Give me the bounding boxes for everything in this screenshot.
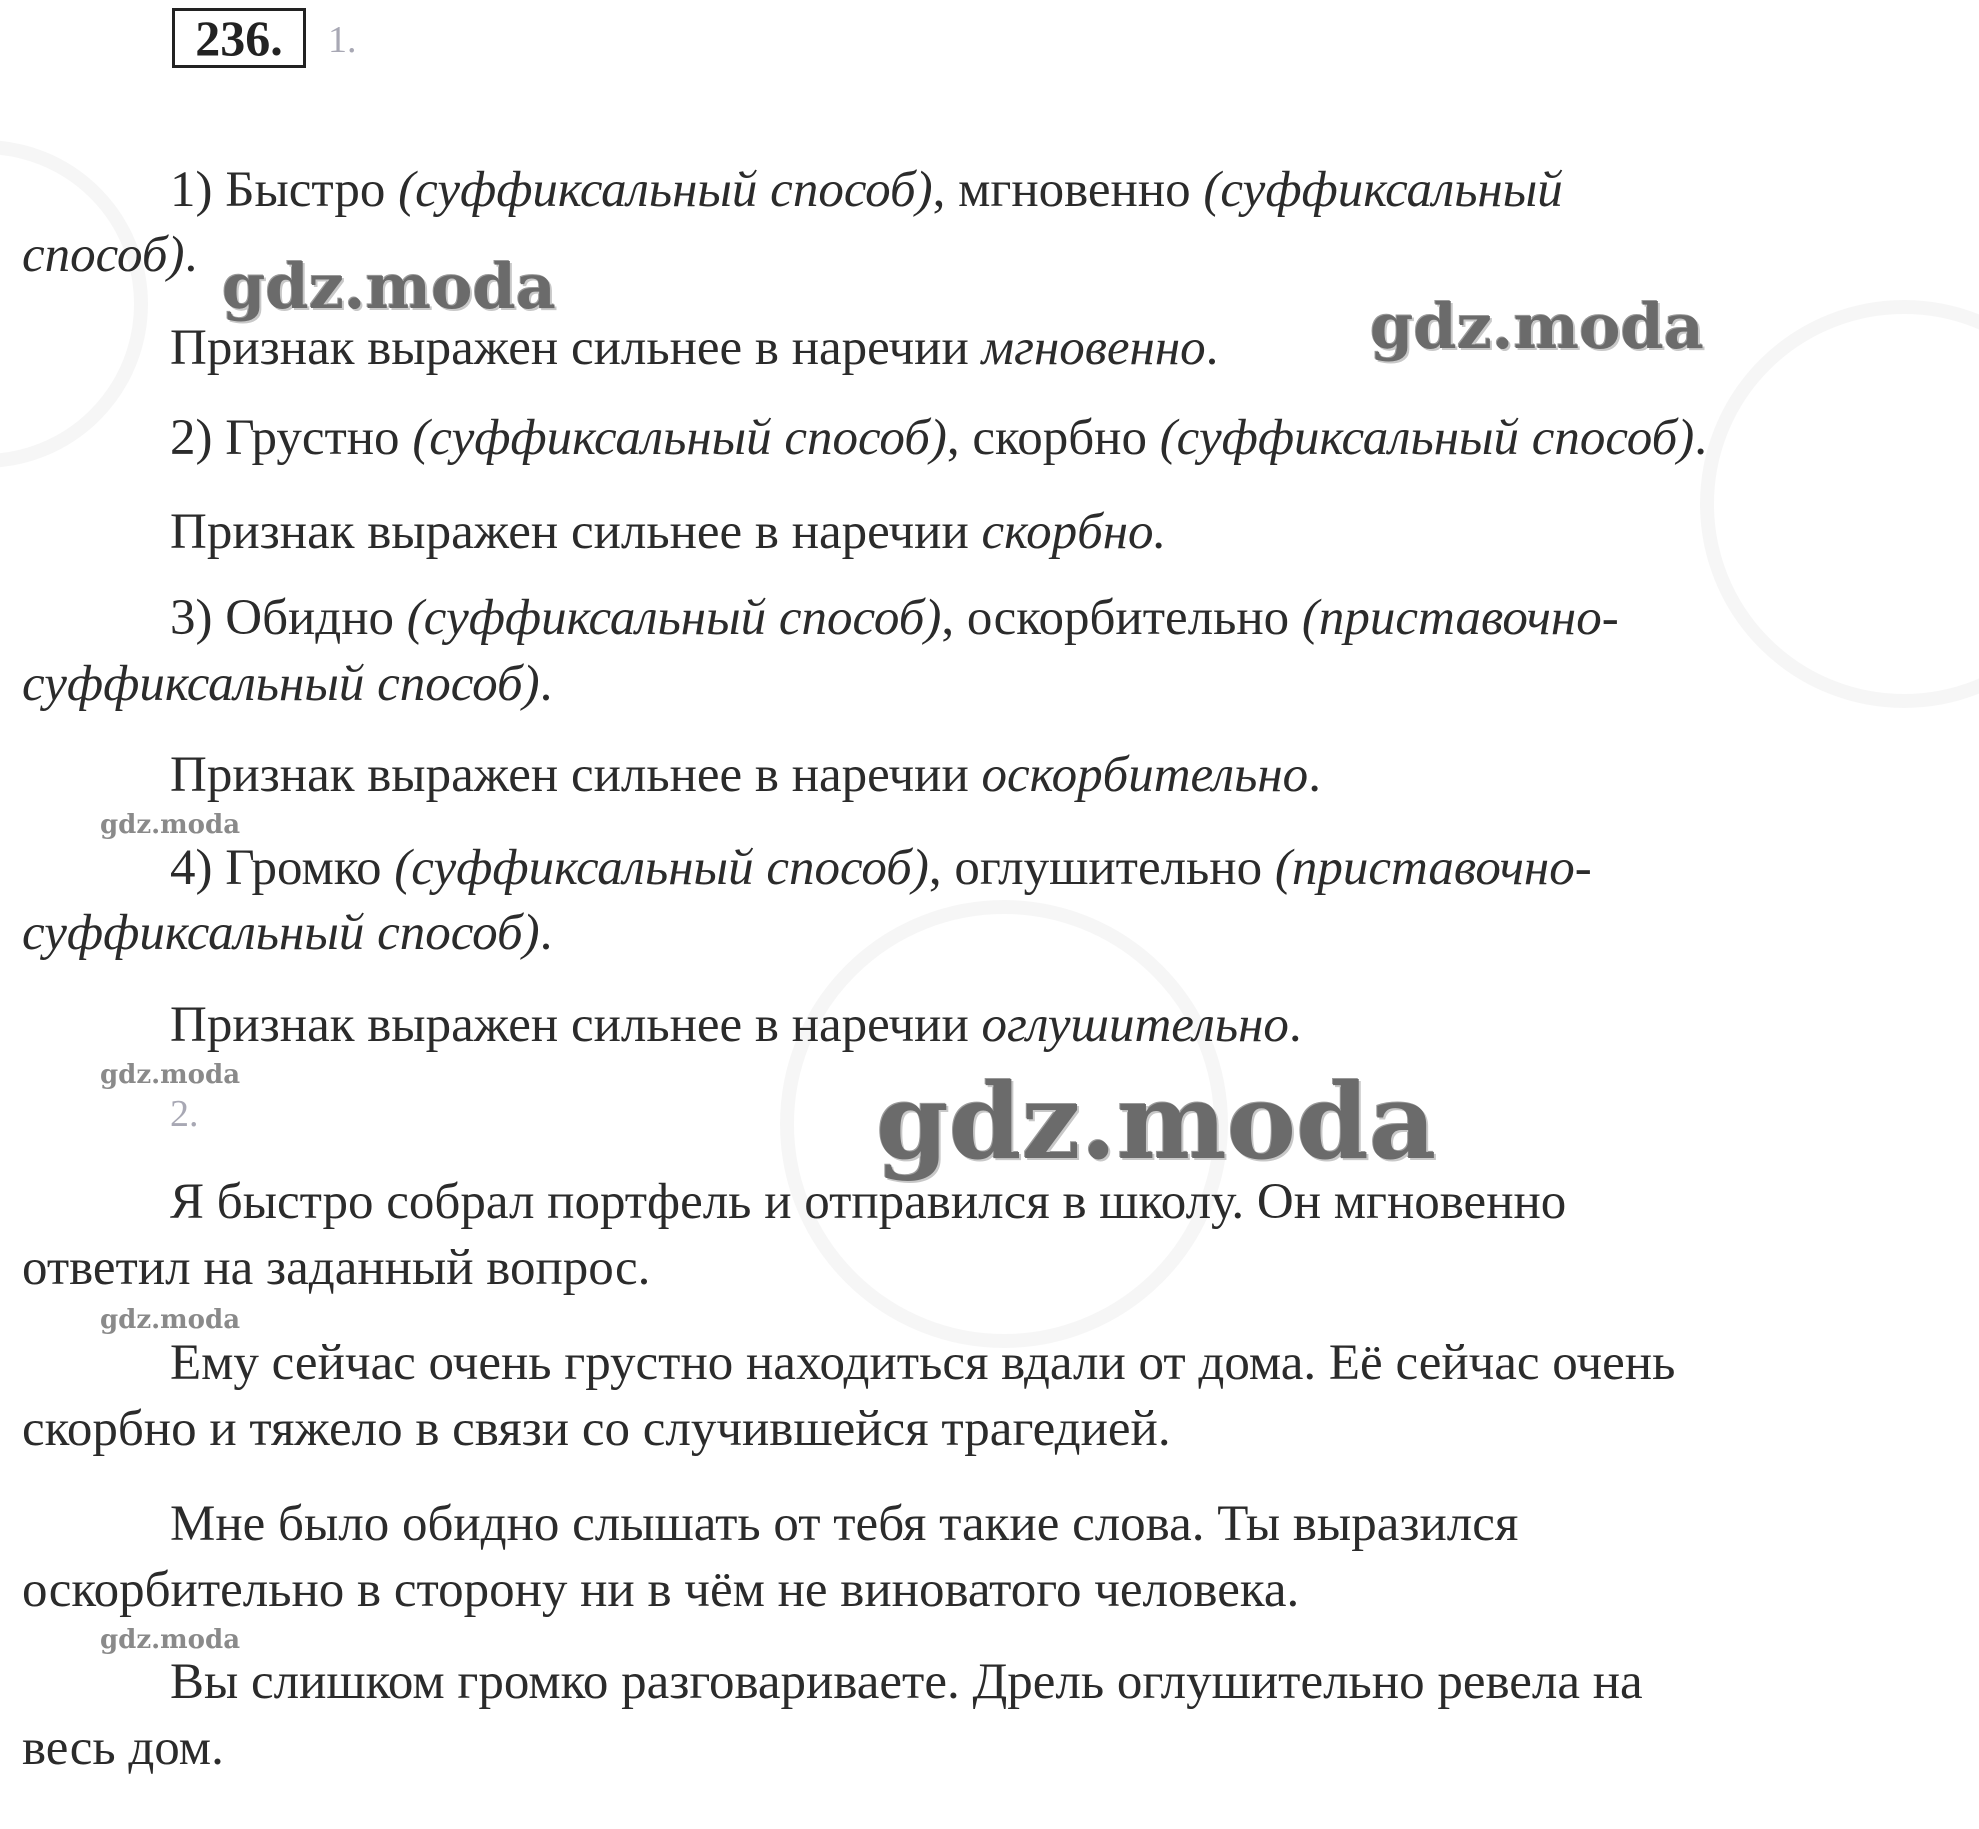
watermark-logo-1: gdz.moda (222, 250, 556, 323)
part1-line-2: способ). (22, 227, 198, 283)
watermark-circle-right (1700, 300, 1979, 708)
part2-line-4: скорбно и тяжело в связи со случившейся трагедией. (22, 1401, 1171, 1457)
watermark-small-2: gdz.moda (100, 1060, 241, 1090)
watermark-circle-left (0, 140, 148, 468)
part2-line-6: оскорбительно в сторону ни в чём не виноватого человека. (22, 1562, 1300, 1618)
part1-line-6: 3) Обидно (суффиксальный способ), оскорбительно (приставочно- (170, 590, 1619, 646)
part1-line-10: суффиксальный способ). (22, 905, 553, 961)
watermark-small-1: gdz.moda (100, 810, 241, 840)
part2-label: 2. (170, 1093, 199, 1135)
watermark-circle-center (780, 900, 1228, 1348)
part2-line-2: ответил на заданный вопрос. (22, 1240, 651, 1296)
part1-line-5: Признак выражен сильнее в наречии скорбно. (170, 504, 1167, 560)
part1-line-4: 2) Грустно (суффиксальный способ), скорбно (суффиксальный способ). (170, 410, 1708, 466)
watermark-logo-2: gdz.moda (1370, 290, 1704, 363)
part1-line-9: 4) Громко (суффиксальный способ), оглушительно (приставочно- (170, 840, 1592, 896)
part2-line-3: Ему сейчас очень грустно находиться вдали от дома. Её сейчас очень (170, 1335, 1676, 1391)
part1-line-7: суффиксальный способ). (22, 656, 553, 712)
part1-line-3: Признак выражен сильнее в наречии мгновенно. (170, 320, 1219, 376)
watermark-small-3: gdz.moda (100, 1305, 241, 1335)
task-number: 236. (172, 8, 306, 68)
part2-line-7: Вы слишком громко разговариваете. Дрель оглушительно ревела на (170, 1654, 1643, 1710)
watermark-small-4: gdz.moda (100, 1625, 241, 1655)
part2-line-8: весь дом. (22, 1720, 224, 1776)
part1-line-8: Признак выражен сильнее в наречии оскорбительно. (170, 747, 1321, 803)
part2-line-1: Я быстро собрал портфель и отправился в школу. Он мгновенно (170, 1174, 1567, 1230)
watermark-logo-3: gdz.moda (876, 1060, 1437, 1183)
part1-line-11: Признак выражен сильнее в наречии оглушительно. (170, 997, 1302, 1053)
part1-line-1: 1) Быстро (суффиксальный способ), мгновенно (суффиксальный (170, 162, 1563, 218)
part1-label: 1. (328, 19, 357, 61)
part2-line-5: Мне было обидно слышать от тебя такие слова. Ты выразился (170, 1496, 1519, 1552)
